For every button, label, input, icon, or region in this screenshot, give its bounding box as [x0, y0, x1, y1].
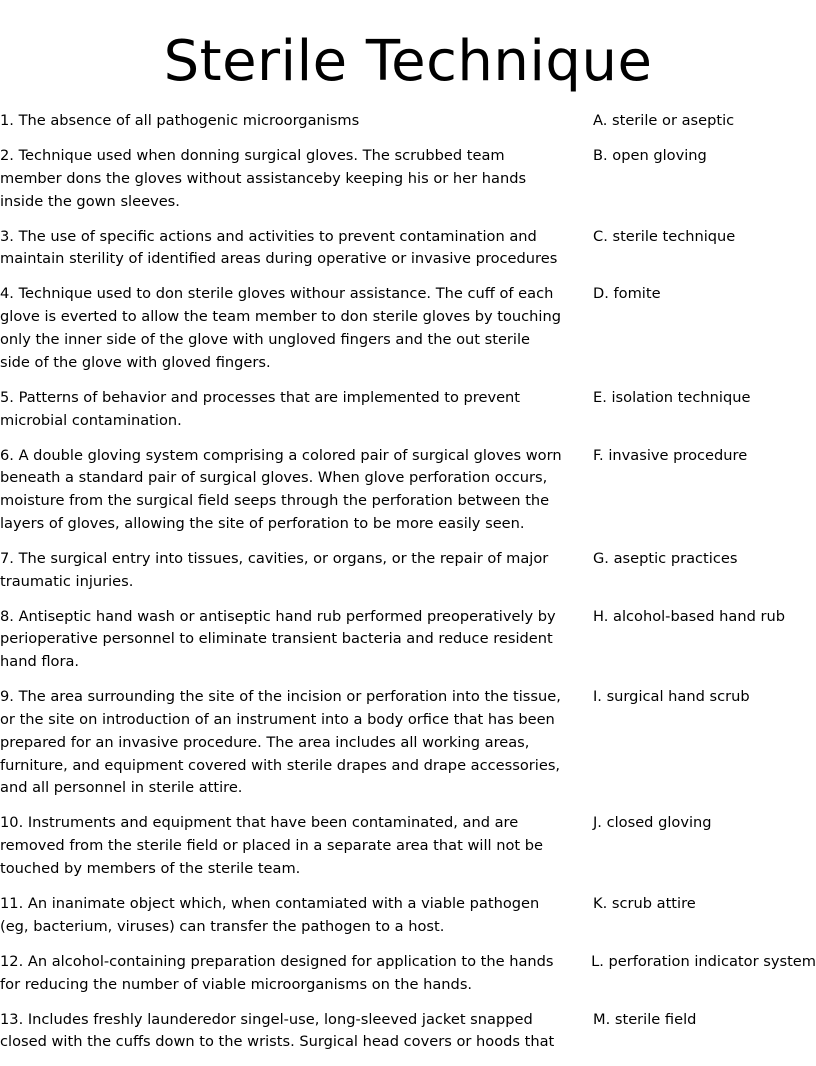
question-text: 11. An inanimate object which, when contamiated with a viable pathogen (eg, bacterium, viruses) can transfer the pathogen to a host. [0, 894, 540, 935]
answer-option: D. fomite [593, 285, 661, 303]
matching-list [0, 110, 816, 1066]
answer-option: I. surgical hand scrub [593, 688, 750, 706]
matching-row [0, 145, 816, 213]
worksheet-title: Sterile Technique [163, 29, 653, 94]
answer-option: A. sterile or aseptic [593, 112, 735, 129]
answer-option: K. scrub attire [593, 894, 696, 912]
answer-option: L. perforation indicator system [591, 952, 816, 970]
question-text: 4. Technique used to don sterile gloves withour assistance. The cuff of each glove is everted to allow the team member to don sterile gloves by touching only the inner side of the glove with ungloved fingers and the out sterile side of the glove with gloved fingers. [0, 285, 562, 371]
answer-option: C. sterile technique [593, 227, 736, 245]
answer-option: M. sterile field [593, 1010, 697, 1028]
matching-row [0, 1009, 816, 1055]
question-text: 13. Includes freshly launderedor singel-use, long-sleeved jacket snapped closed with the cuffs down to the wrists. Surgical head covers or hoods that [0, 1010, 555, 1051]
answer-option: E. isolation technique [593, 388, 751, 406]
matching-row [0, 606, 816, 674]
matching-row [0, 686, 816, 800]
matching-row [0, 226, 816, 272]
matching-row [0, 548, 816, 594]
matching-row [0, 812, 816, 880]
question-text: 10. Instruments and equipment that have been contaminated, and are removed from the sterile field or placed in a separate area that will not be touched by members of the sterile team. [0, 814, 543, 877]
matching-row [0, 445, 816, 536]
answer-option: B. open gloving [593, 146, 707, 164]
matching-row [0, 951, 816, 997]
question-text: 5. Patterns of behavior and processes that are implemented to prevent microbial contamination. [0, 388, 521, 429]
question-text: 9. The area surrounding the site of the incision or perforation into the tissue, or the site on introduction of an instrument into a body orfice that has been prepared for an invasive procedure. The area includes all working areas, furniture, and equipment covered with sterile drapes and drape accessories, and all personnel in sterile attire. [0, 688, 561, 797]
question-text: 3. The use of specific actions and activities to prevent contamination and maintain sterility of identified areas during operative or invasive procedures [0, 227, 558, 268]
matching-row [0, 893, 816, 939]
matching-row [0, 387, 816, 433]
matching-row [0, 283, 816, 374]
matching-row [0, 110, 816, 133]
question-text: 7. The surgical entry into tissues, cavities, or organs, or the repair of major traumatic injuries. [0, 549, 549, 590]
question-text: 2. Technique used when donning surgical gloves. The scrubbed team member dons the gloves without assistanceby keeping his or her hands inside the gown sleeves. [0, 146, 527, 210]
answer-option: G. aseptic practices [593, 549, 738, 567]
question-text: 6. A double gloving system comprising a colored pair of surgical gloves worn beneath a standard pair of surgical gloves. When glove perforation occurs, moisture from the surgical field seeps through the perforation between the layers of gloves, allowing the site of perforation to be more easily seen. [0, 446, 562, 532]
question-text: 1. The absence of all pathogenic microorganisms [0, 112, 360, 129]
answer-option: J. closed gloving [593, 814, 712, 832]
answer-option: F. invasive procedure [593, 446, 748, 464]
question-text: 8. Antiseptic hand wash or antiseptic hand rub performed preoperatively by perioperative personnel to eliminate transient bacteria and reduce resident hand flora. [0, 607, 556, 671]
question-text: 12. An alcohol-containing preparation designed for application to the hands for reducing the number of viable microorganisms on the hands. [0, 952, 554, 993]
answer-option: H. alcohol-based hand rub [593, 607, 785, 625]
